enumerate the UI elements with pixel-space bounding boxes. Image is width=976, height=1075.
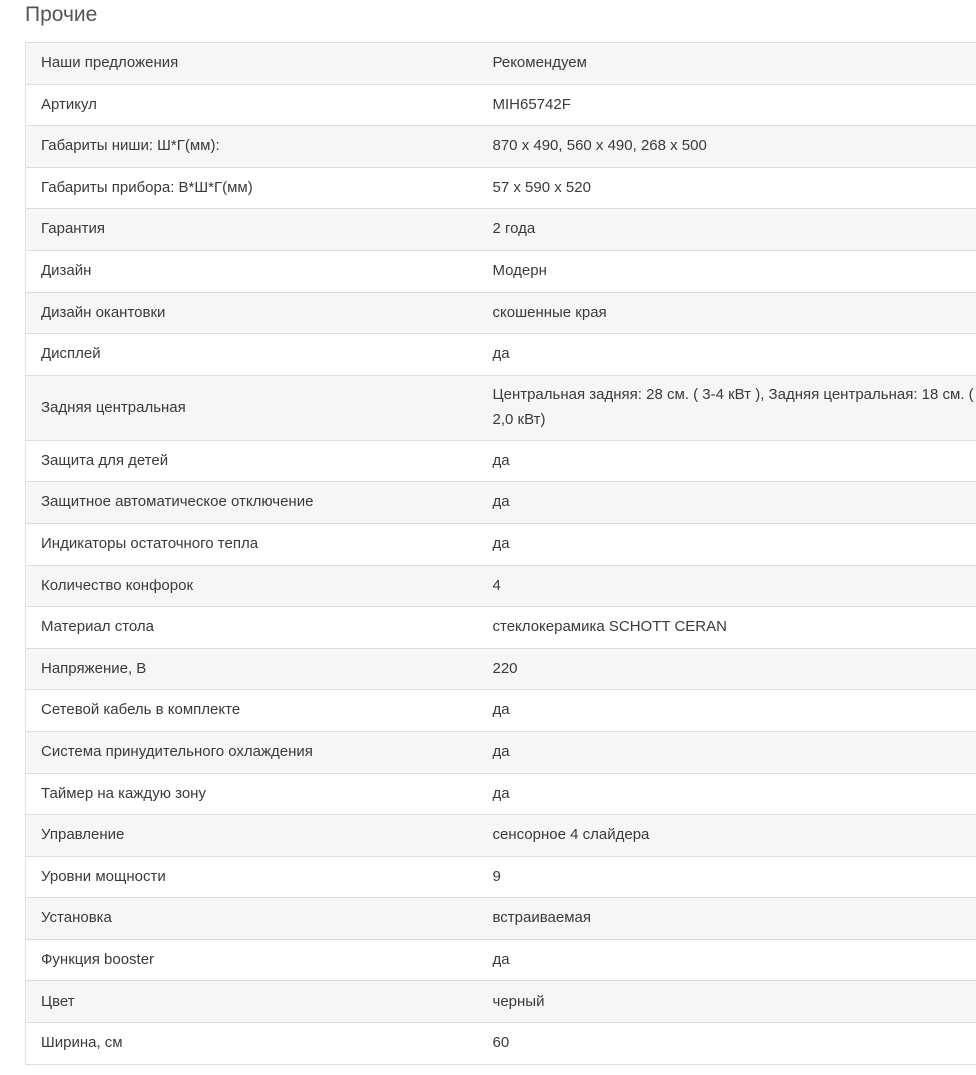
spec-value: да — [492, 742, 510, 760]
spec-label: Защитное автоматическое отключение — [41, 493, 314, 511]
spec-value: да — [492, 950, 510, 968]
spec-value: 57 x 590 x 520 — [492, 178, 591, 196]
table-row — [26, 731, 976, 773]
table-row — [26, 1023, 976, 1065]
table-row — [26, 209, 976, 251]
table-row — [26, 84, 976, 126]
spec-label: Гарантия — [41, 220, 105, 238]
spec-value: скошенные края — [492, 303, 607, 321]
spec-value: 870 x 490, 560 x 490, 268 x 500 — [492, 137, 707, 155]
table-row — [26, 482, 976, 524]
spec-label: Цвет — [41, 992, 75, 1010]
table-row — [26, 167, 976, 209]
spec-label: Наши предложения — [41, 54, 179, 72]
spec-value: стеклокерамика SCHOTT CERAN — [492, 618, 727, 636]
table-row — [26, 690, 976, 732]
spec-value: Центральная задняя: 28 см. ( 3-4 кВт ), Задняя центральная: 18 см. ( 2,0 кВт) — [492, 386, 974, 428]
spec-label: Напряжение, В — [41, 659, 147, 677]
spec-label: Дизайн — [41, 262, 92, 280]
spec-label: Габариты прибора: В*Ш*Г(мм) — [41, 178, 253, 196]
table-row — [26, 607, 976, 649]
spec-label: Уровни мощности — [41, 867, 166, 885]
spec-value: да — [492, 701, 510, 719]
table-row — [26, 523, 976, 565]
spec-value: Модерн — [492, 262, 547, 280]
table-row — [26, 815, 976, 857]
spec-value: 60 — [492, 1034, 510, 1052]
spec-value: черный — [492, 992, 545, 1010]
spec-label: Дизайн окантовки — [41, 303, 166, 321]
spec-label: Габариты ниши: Ш*Г(мм): — [41, 137, 220, 155]
spec-label: Функция booster — [41, 950, 155, 968]
spec-value: 9 — [492, 867, 501, 885]
spec-label: Материал стола — [41, 618, 155, 636]
spec-label: Задняя центральная — [41, 398, 186, 416]
table-row — [26, 565, 976, 607]
section-title: Прочие — [25, 3, 98, 26]
spec-label: Установка — [41, 909, 112, 927]
spec-value: да — [492, 784, 510, 802]
table-row — [26, 43, 976, 85]
table-row — [26, 773, 976, 815]
spec-value: да — [492, 451, 510, 469]
spec-label: Артикул — [41, 95, 97, 113]
spec-value: да — [492, 534, 510, 552]
table-row — [26, 648, 976, 690]
spec-label: Защита для детей — [41, 451, 169, 469]
table-row — [26, 981, 976, 1023]
table-row — [26, 126, 976, 168]
spec-value: встраиваемая — [492, 909, 591, 927]
spec-value: сенсорное 4 слайдера — [492, 826, 650, 844]
spec-label: Таймер на каждую зону — [41, 784, 206, 802]
specs-table — [25, 42, 976, 1065]
table-row — [26, 440, 976, 482]
spec-value: 4 — [492, 576, 501, 594]
spec-value: MIH65742F — [492, 95, 571, 113]
table-row — [26, 250, 976, 292]
spec-label: Ширина, см — [41, 1034, 123, 1052]
table-row — [26, 898, 976, 940]
spec-value: да — [492, 493, 510, 511]
spec-value: Рекомендуем — [492, 54, 587, 72]
spec-value: 220 — [492, 659, 518, 677]
spec-value: 2 года — [492, 220, 536, 238]
table-row — [26, 939, 976, 981]
table-row — [26, 856, 976, 898]
table-row — [26, 375, 976, 440]
spec-label: Дисплей — [41, 345, 101, 363]
spec-value: да — [492, 345, 510, 363]
spec-label: Количество конфорок — [41, 576, 194, 594]
spec-label: Индикаторы остаточного тепла — [41, 534, 259, 552]
spec-label: Сетевой кабель в комплекте — [41, 701, 241, 719]
spec-label: Управление — [41, 826, 125, 844]
spec-label: Система принудительного охлаждения — [41, 742, 313, 760]
table-row — [26, 292, 976, 334]
table-row — [26, 334, 976, 376]
